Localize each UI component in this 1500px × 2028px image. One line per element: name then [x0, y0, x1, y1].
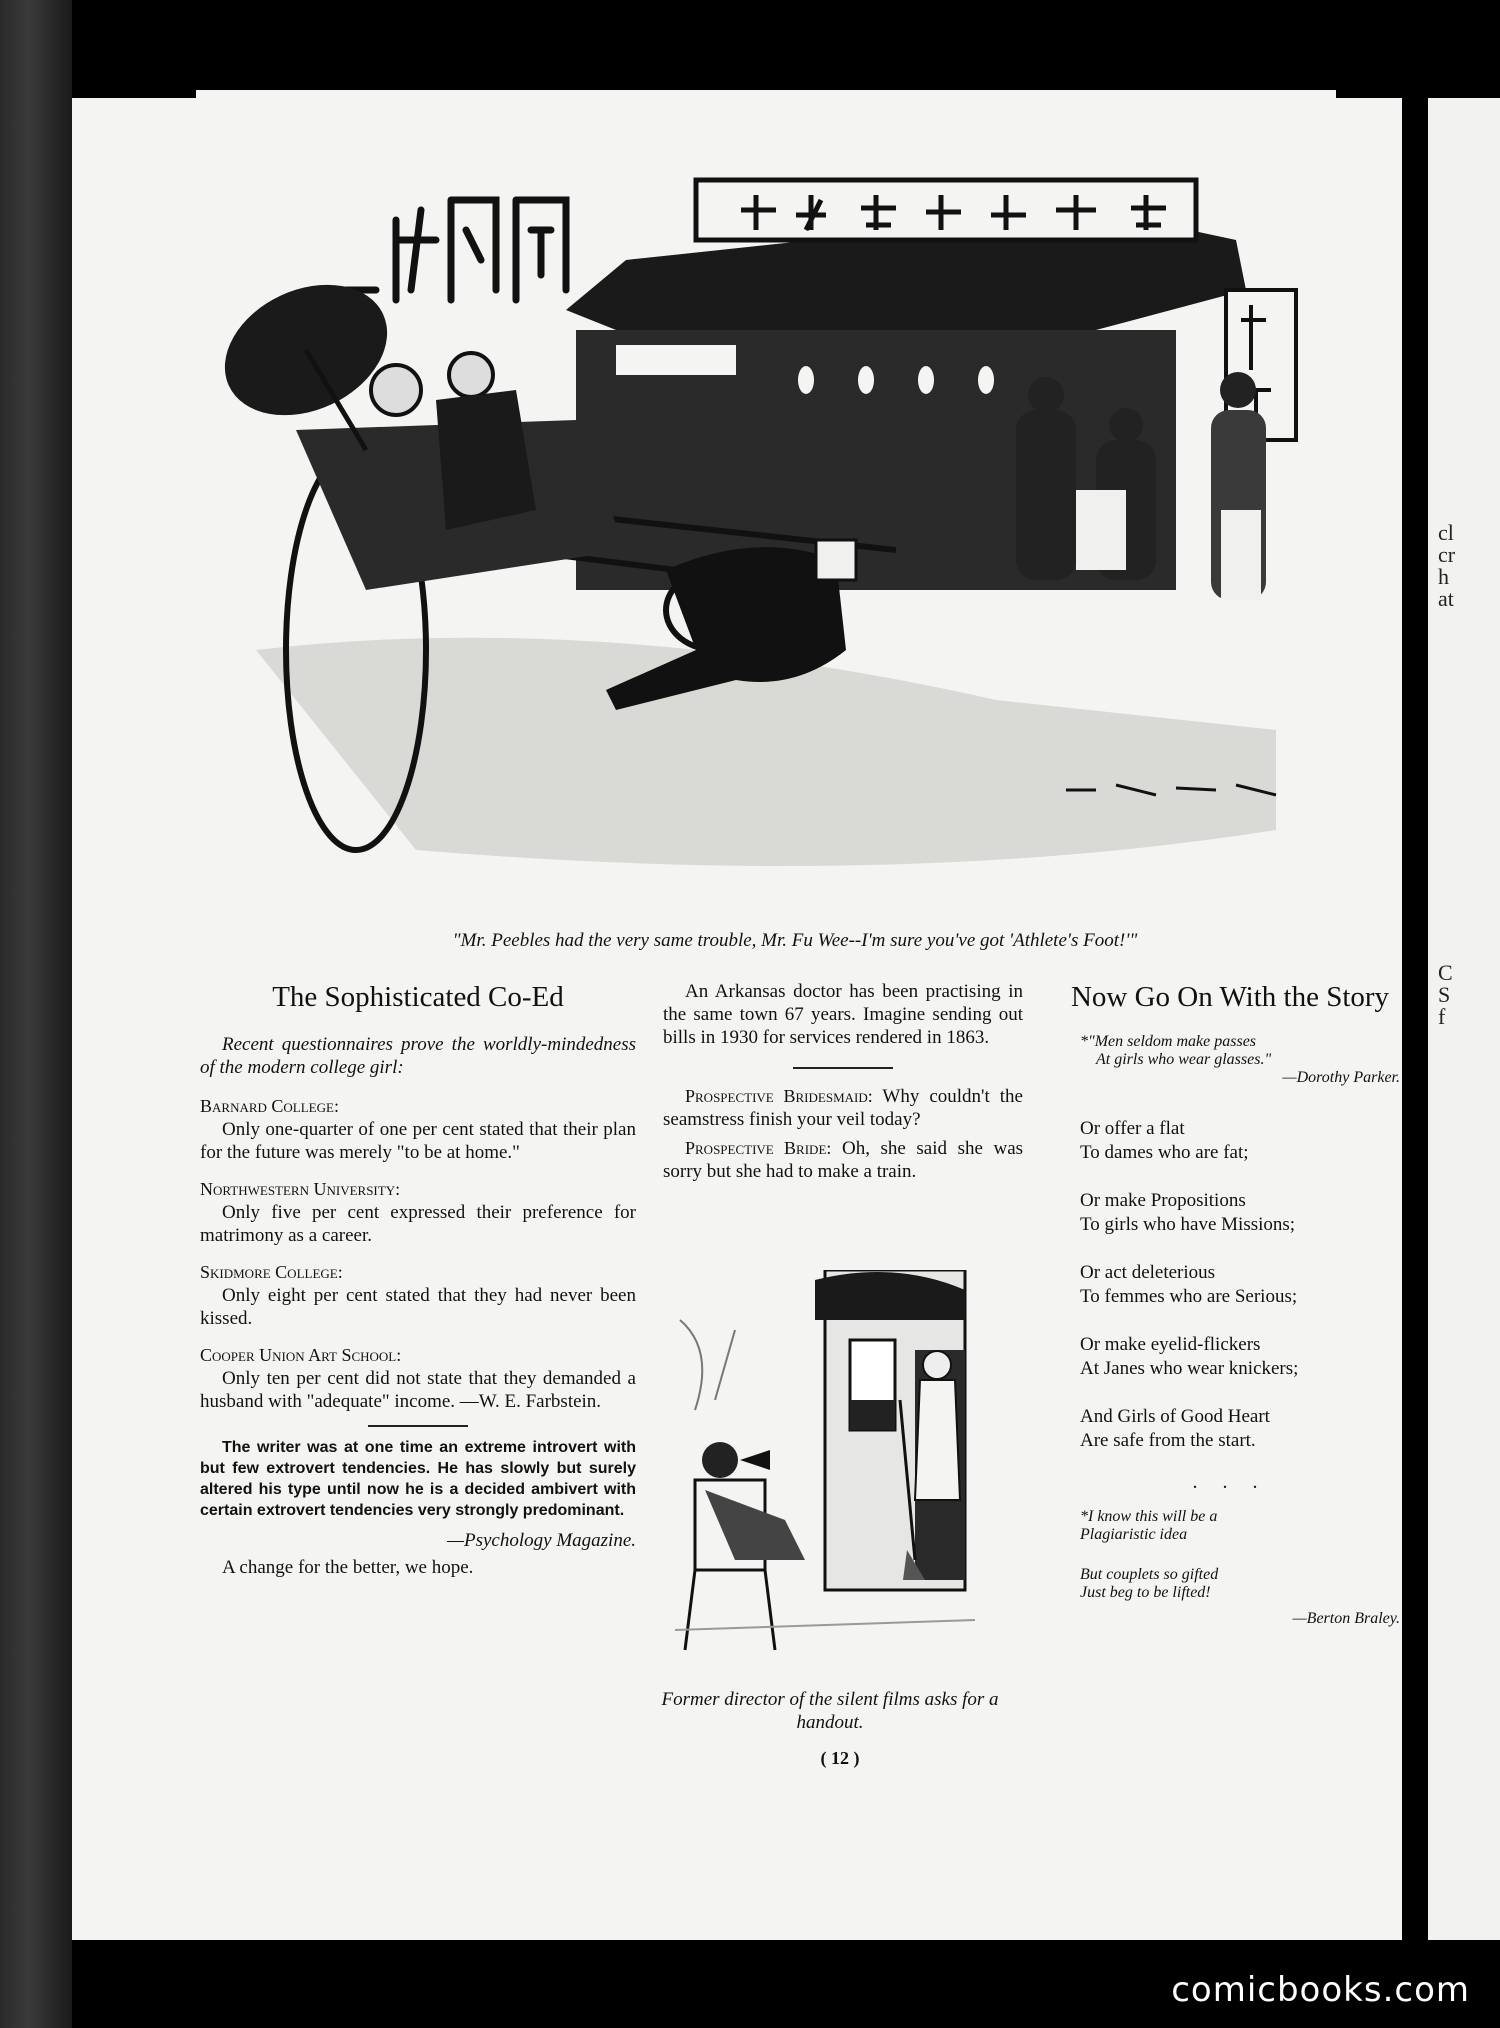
poem-line: Or make Propositions [1080, 1189, 1246, 1211]
poem-line: Or offer a flat [1080, 1117, 1185, 1139]
watermark: comicbooks.com [1171, 1970, 1470, 2010]
poem-line: And Girls of Good Heart [1080, 1405, 1270, 1427]
doctor-paragraph: An Arkansas doctor has been practising in the same town 67 years. Imagine sending out bills in 1930 for services rendered in 1863. [663, 981, 1023, 1048]
divider [368, 1425, 468, 1427]
poem-stanza [1080, 1261, 1400, 1309]
poem-epigraph [1060, 1033, 1400, 1087]
column-sophisticated-co-ed [200, 980, 636, 1579]
poem-stanza [1080, 1117, 1400, 1165]
epigraph-line: At girls who wear glasses." [1096, 1050, 1272, 1068]
school-text: Only eight per cent stated that they had never been kissed. [200, 1284, 636, 1329]
director-cartoon [675, 1270, 975, 1662]
section-dots: . . . [1192, 1470, 1268, 1493]
school-heading: Cooper Union Art School: [200, 1344, 402, 1365]
poem-line: Or act deleterious [1080, 1261, 1216, 1283]
quote-source: —Psychology Magazine. [447, 1529, 636, 1551]
poem-line: Or make eyelid-flickers [1080, 1333, 1261, 1355]
divider [793, 1067, 893, 1069]
school-heading: Skidmore College: [200, 1261, 343, 1282]
column-middle [663, 980, 1023, 1183]
school-heading: Northwestern University: [200, 1178, 401, 1199]
poem-body [1060, 1117, 1400, 1453]
facing-fragment: cr [1438, 542, 1456, 567]
poem-line: To dames who are fat; [1080, 1141, 1249, 1163]
poem-author: —Berton Braley. [1292, 1609, 1400, 1627]
school-heading: Barnard College: [200, 1095, 339, 1116]
dialogue-text: Why couldn't the seamstress finish your veil today? [663, 1086, 1023, 1130]
closing-remark: A change for the better, we hope. [222, 1556, 474, 1578]
facing-fragment: h [1438, 564, 1449, 589]
poem-line: Are safe from the start. [1080, 1429, 1256, 1451]
cartoon-caption: Former director of the silent films asks for a handout. [661, 1689, 999, 1733]
speaker-label: Prospective Bride: [685, 1138, 832, 1158]
facing-fragment: S [1438, 982, 1451, 1007]
poem-line: At Janes who wear knickers; [1080, 1357, 1299, 1379]
epigraph-source: —Dorothy Parker. [1282, 1068, 1400, 1086]
facing-fragment: at [1438, 586, 1454, 611]
main-illustration-caption: "Mr. Peebles had the very same trouble, Mr. Fu Wee--I'm sure you've got 'Athlete's Foot!'" [452, 930, 1138, 951]
bride-line [663, 1137, 1023, 1183]
scanner-edge [0, 0, 72, 2028]
facing-fragment: f [1438, 1004, 1446, 1029]
footnote-line: *I know this will be a [1080, 1507, 1218, 1525]
article-title: The Sophisticated Co-Ed [272, 981, 564, 1013]
footnote-line: Just beg to be lifted! [1080, 1583, 1211, 1601]
bridesmaid-line [663, 1085, 1023, 1131]
poem-line: To girls who have Missions; [1080, 1213, 1296, 1235]
school-text: Only five per cent expressed their preference for matrimony as a career. [200, 1201, 636, 1246]
poem-stanza [1080, 1333, 1400, 1381]
epigraph-line: *"Men seldom make passes [1080, 1032, 1257, 1050]
dialogue-text: Oh, she said she was sorry but she had to make a train. [663, 1138, 1024, 1182]
article-lead: Recent questionnaires prove the worldly-mindedness of the modern college girl: [200, 1033, 636, 1078]
poem-line: To femmes who are Serious; [1080, 1285, 1298, 1307]
poem-stanza [1080, 1405, 1400, 1453]
facing-fragment: C [1438, 960, 1453, 985]
school-text: Only one-quarter of one per cent stated that their plan for the future was merely "to be at home." [200, 1118, 636, 1163]
main-illustration [196, 90, 1336, 908]
poem-stanza [1080, 1189, 1400, 1237]
column-poem [1060, 980, 1400, 1628]
facing-fragment: cl [1438, 520, 1454, 545]
school-text: Only ten per cent did not state that they demanded a husband with "adequate" income. —W. E. Farbstein. [200, 1367, 636, 1412]
psychology-quote: The writer was at one time an extreme introvert with but few extrovert tendencies. He has slowly but surely altered his type until now he is a decided ambivert with certain extrovert tendencies very strongly predominant. [200, 1438, 636, 1519]
facing-page [1428, 98, 1500, 1940]
footnote-line: Plagiaristic idea [1080, 1525, 1188, 1543]
poem-title: Now Go On With the Story [1070, 981, 1390, 1013]
footnote-line: But couplets so gifted [1080, 1565, 1219, 1583]
speaker-label: Prospective Bridesmaid: [685, 1086, 873, 1106]
poem-footnote [1060, 1508, 1400, 1628]
page-number: ( 12 ) [820, 1748, 860, 1768]
